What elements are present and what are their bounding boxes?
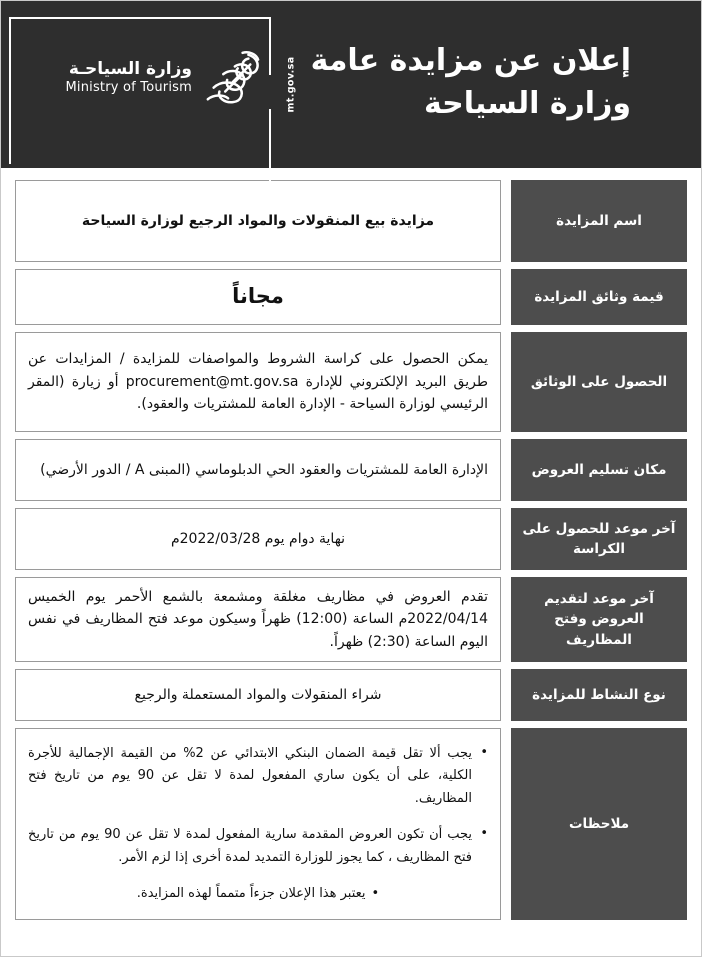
page-title-line1: إعلان عن مزايدة عامة — [310, 42, 631, 78]
ministry-logo-text — [65, 60, 192, 95]
row-label-documents-deadline: آخر موعد للحصول على الكراسة — [511, 508, 687, 570]
row-value-offers-deadline: تقدم العروض في مظاريف مغلقة ومشمعة بالشمع الأحمر يوم الخميس 2022/04/14م الساعة (12:00) ظهراً وسيكون موعد فتح المظاريف في نفس اليوم الساعة (2:30) ظهراً. — [15, 577, 501, 662]
row-label-offers-deadline: آخر موعد لتقديم العروض وفتح المظاريف — [511, 577, 687, 662]
ministry-emblem-icon — [200, 49, 262, 107]
page-title-line2: وزارة السياحة — [423, 85, 631, 121]
table-row — [15, 508, 687, 570]
page-title — [311, 40, 683, 129]
table-row — [15, 269, 687, 325]
frame-left-rule — [9, 17, 11, 164]
website-url-strip — [278, 1, 304, 168]
ministry-name-en: Ministry of Tourism — [65, 79, 192, 95]
table-row — [15, 439, 687, 501]
notes-list — [28, 743, 488, 905]
row-value-obtaining-documents: يمكن الحصول على كراسة الشروط والمواصفات للمزايدة / المزايدات عن طريق البريد الإلكتروني للإدارة procurement@mt.gov.sa أو زيارة (المقر الرئيسي لوزارة السياحة - الإدارة العامة للمشتريات والعقود). — [15, 332, 501, 432]
row-label-activity-type: نوع النشاط للمزايدة — [511, 669, 687, 721]
list-item: • يعتبر هذا الإعلان جزءاً متمماً لهذه المزايدة. — [28, 883, 488, 905]
list-item: • يجب ألا تقل قيمة الضمان البنكي الابتدائي عن 2% من القيمة الإجمالية للأجرة الكلية، على أن يكون ساري المفعول لمدة لا تقل عن 90 يوم من تاريخ فتح المظاريف. — [28, 743, 488, 810]
table-row — [15, 669, 687, 721]
row-value-auction-name: مزايدة بيع المنقولات والمواد الرجيع لوزارة السياحة — [15, 180, 501, 262]
header-branding — [1, 1, 304, 168]
table-row-notes — [15, 728, 687, 920]
row-label-auction-name: اسم المزايدة — [511, 180, 687, 262]
row-value-submission-place: الإدارة العامة للمشتريات والعقود الحي الدبلوماسي (المبنى A / الدور الأرضي) — [15, 439, 501, 501]
row-value-documents-deadline: نهاية دوام يوم 2022/03/28م — [15, 508, 501, 570]
frame-right-bottom-rule — [269, 109, 271, 188]
row-label-obtaining-documents: الحصول على الوثائق — [511, 332, 687, 432]
row-label-submission-place: مكان تسليم العروض — [511, 439, 687, 501]
list-item: • يجب أن تكون العروض المقدمة سارية المفعول لمدة لا تقل عن 90 يوم من تاريخ فتح المظاريف ، كما يجوز للوزارة التمديد لمدة أخرى إذا لزم الأمر. — [28, 824, 488, 869]
tender-details-table — [1, 168, 701, 934]
frame-right-top-rule — [269, 17, 271, 75]
page-header — [1, 1, 701, 168]
row-label-notes: ملاحظات — [511, 728, 687, 920]
ministry-logo — [65, 49, 262, 107]
website-url: mt.gov.sa — [285, 56, 297, 113]
table-row — [15, 577, 687, 662]
table-row — [15, 180, 687, 262]
row-value-documents-fee: مجاناً — [15, 269, 501, 325]
row-value-notes — [15, 728, 501, 920]
row-label-documents-fee: قيمة وثائق المزايدة — [511, 269, 687, 325]
table-row — [15, 332, 687, 432]
logo-frame — [1, 1, 278, 168]
frame-top-rule — [9, 17, 271, 19]
row-value-activity-type: شراء المنقولات والمواد المستعملة والرجيع — [15, 669, 501, 721]
ministry-name-ar: وزارة السياحـة — [68, 59, 192, 80]
